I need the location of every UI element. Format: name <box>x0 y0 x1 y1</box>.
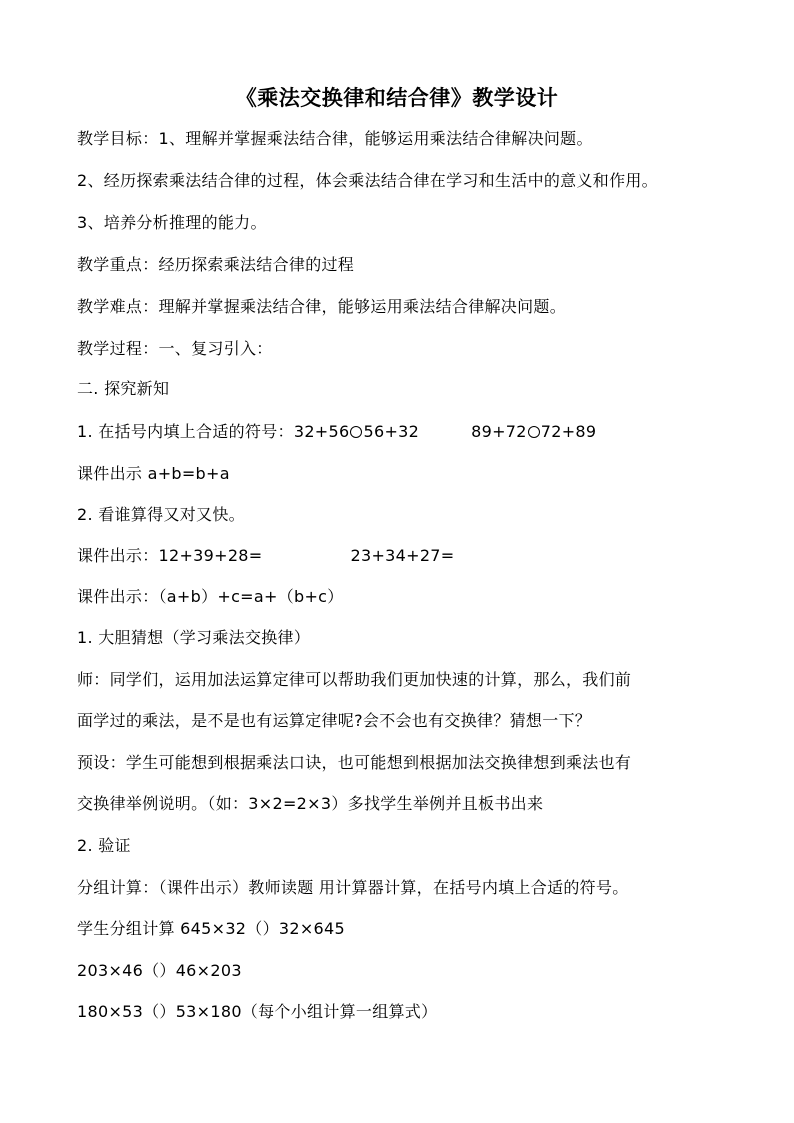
fill-mid-text: 56+32 <box>363 422 420 441</box>
bold-guess-heading: 1. 大胆猜想（学习乘法交换律） <box>77 628 311 647</box>
teacher-paragraph-line-1: 师：同学们，运用加法运算定律可以帮助我们更加快速的计算，那么，我们前 <box>77 670 632 689</box>
courseware-commutative: 课件出示 a+b=b+a <box>77 464 230 483</box>
teacher-paragraph-line-2: 面学过的乘法，是不是也有运算定律呢?会不会也有交换律？猜想一下？ <box>77 711 592 730</box>
preset-paragraph-line-2: 交换律举例说明。（如：3×2=2×3）多找学生举例并且板书出来 <box>77 794 544 813</box>
fill-symbol-exercise <box>77 420 596 444</box>
teaching-goal-3: 3、培养分析推理的能力。 <box>77 213 267 232</box>
teaching-key-point: 教学重点：经历探索乘法结合律的过程 <box>77 255 355 274</box>
blank-circle-icon <box>350 426 362 438</box>
teaching-goal-2: 2、经历探索乘法结合律的过程，体会乘法结合律在学习和生活中的意义和作用。 <box>77 171 658 190</box>
verify-heading: 2. 验证 <box>77 836 131 855</box>
fill-b-right-text: 72+89 <box>540 422 597 441</box>
quick-calc-prompt: 2. 看谁算得又对又快。 <box>77 505 245 524</box>
fill-b-left-text: 89+72 <box>471 422 527 441</box>
section-heading-explore: 二. 探究新知 <box>77 379 170 398</box>
calc-exercise-2: 203×46（）46×203 <box>77 961 242 980</box>
fill-prefix-text: 1. 在括号内填上合适的符号：32+56 <box>77 422 350 441</box>
document-title: 《乘法交换律和结合律》教学设计 <box>235 85 559 110</box>
blank-circle-icon <box>528 426 540 438</box>
teaching-process: 教学过程：一、复习引入： <box>77 339 273 358</box>
calc-exercise-3: 180×53（）53×180（每个小组计算一组算式） <box>77 1002 438 1021</box>
preset-paragraph-line-1: 预设：学生可能想到根据乘法口诀，也可能想到根据加法交换律想到乘法也有 <box>77 753 632 772</box>
courseware-sums <box>77 544 455 568</box>
courseware-associative: 课件出示：（a+b）+c=a+（b+c） <box>77 587 344 606</box>
group-calc-instruction: 分组计算：（课件出示）教师读题 用计算器计算，在括号内填上合适的符号。 <box>77 878 629 897</box>
calc-exercise-1: 学生分组计算 645×32（）32×645 <box>77 919 345 938</box>
courseware-sum-b: 23+34+27= <box>350 546 455 565</box>
courseware-sum-a: 课件出示：12+39+28= <box>77 546 263 565</box>
teaching-goal-1: 教学目标：1、理解并掌握乘法结合律，能够运用乘法结合律解决问题。 <box>77 129 593 148</box>
teaching-difficulty: 教学难点：理解并掌握乘法结合律，能够运用乘法结合律解决问题。 <box>77 297 567 316</box>
